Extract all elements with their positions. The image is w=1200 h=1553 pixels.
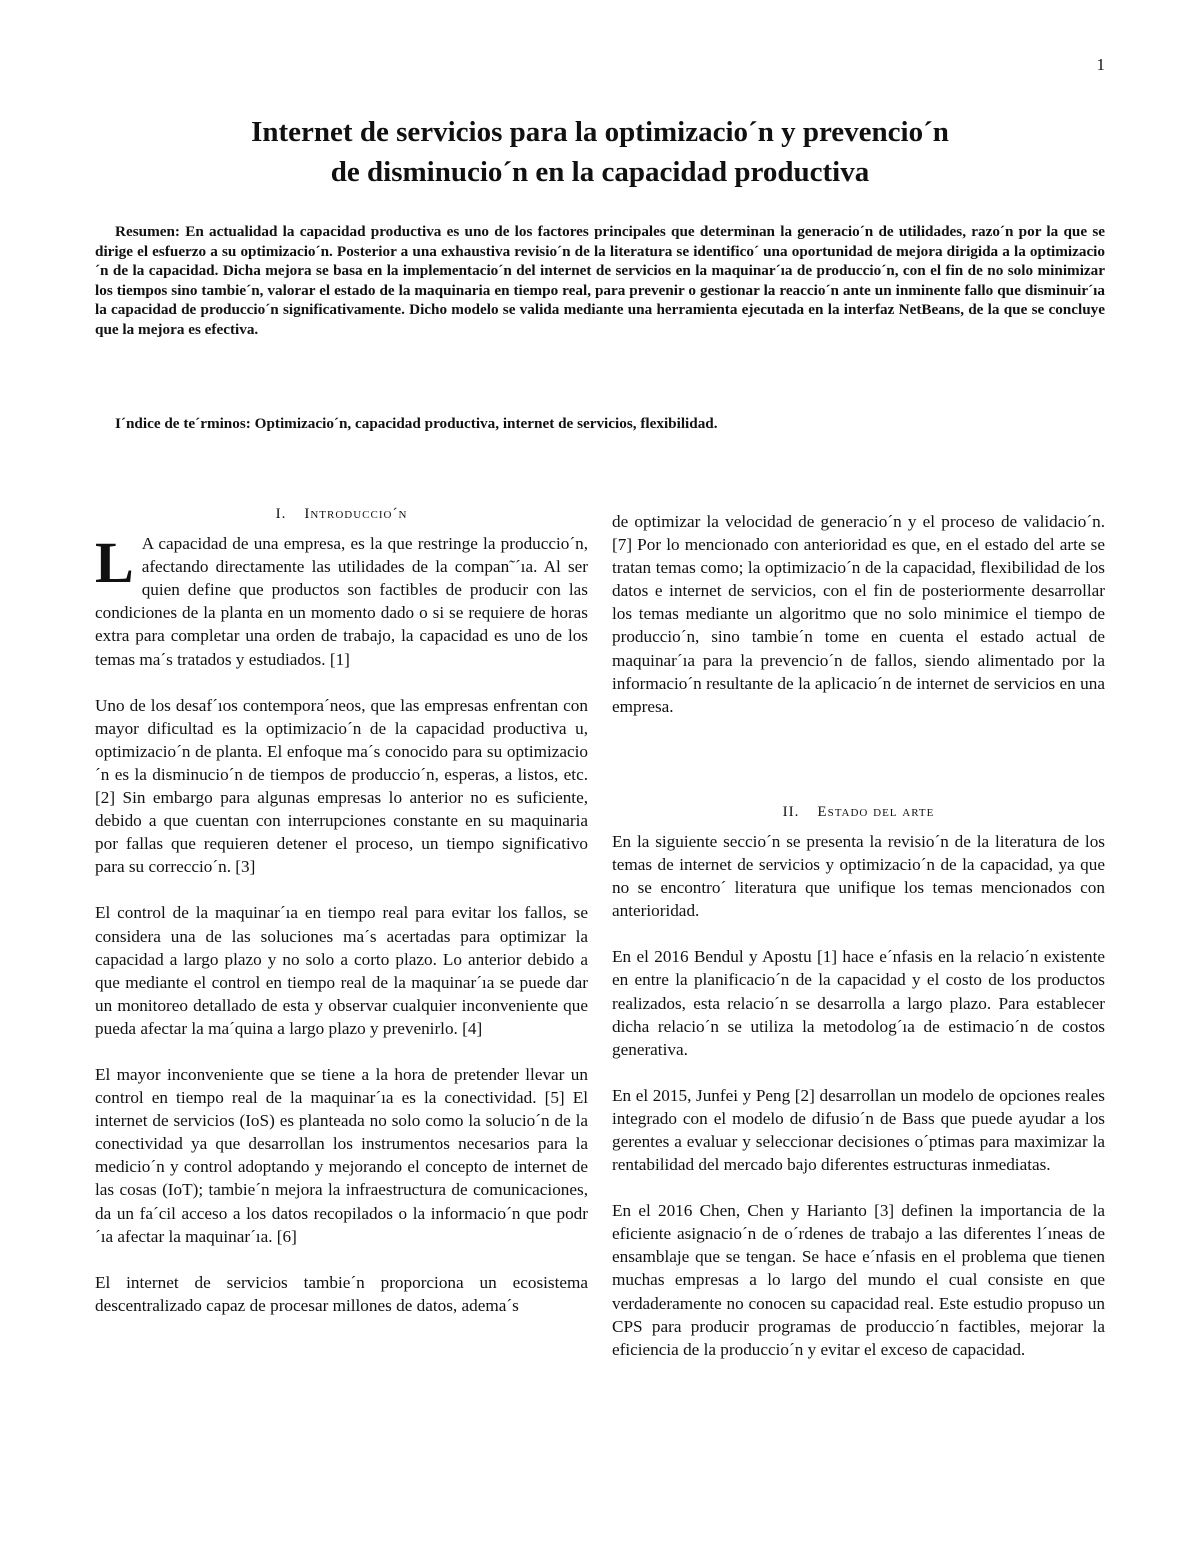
intro-paragraph-6: de optimizar la velocidad de generacio´n y el proceso de validacio´n. [7] Por lo mencionado con anterioridad es que, en el estado del arte se tratan temas como; la optimizacio´n de la capacidad, flexibilidad de los datos e internet de servicios, con el fin de posteriormente desarrollar los temas mediante un algoritmo que no solo minimice el tiempo de produccio´n, sino tambie´n tome en cuenta el estado actual de maquinar´ıa para la prevencio´n de fallos, siendo alimentado por la informacio´n resultante de la aplicacio´n de internet de servicios en una empresa. [612, 512, 1105, 716]
title-line-1: Internet de servicios para la optimizacio´n y prevencio´n [251, 116, 949, 148]
intro-paragraph-5: El internet de servicios tambie´n proporciona un ecosistema descentralizado capaz de procesar millones de datos, adema´s [95, 1272, 588, 1315]
abstract-text: En actualidad la capacidad productiva es uno de los factores principales que determinan la generacio´n de utilidades, razo´n por la que se dirige el esfuerzo a su optimizacio´n. Posterior a una exhaustiva revisio´n de la literatura se identifico´ una oportunidad de mejora dirigida a la optimizacio´n de la capacidad. Dicha mejora se basa en la implementacio´n del internet de servicios en la maquinar´ıa de produccio´n, con el fin de no solo minimizar los tiempos sino tambie´n, valorar el estado de la maquinaria en tiempo real, para prevenir o gestionar la reaccio´n ante un inminente fallo que disminuir´ıa la capacidad de produccio´n significativamente. Dicho modelo se valida mediante una herramienta ejecutada en la interfaz NetBeans, de la que se concluye que la mejora es efectiva. [95, 223, 1106, 338]
abstract [95, 222, 1105, 339]
state-of-art-paragraph-4: En el 2016 Chen, Chen y Harianto [3] definen la importancia de la eficiente asignacio´n de o´rdenes de trabajo a las diferentes l´ıneas de ensamblaje que se tengan. Se hace e´nfasis en el problema que tienen muchas empresas a lo largo del mundo el cual consiste en que verdaderamente no conocen su capacidad real. Este estudio propuso un CPS para producir programas de produccio´n factibles, mejorar la eficiencia de la produccio´n y evitar el exceso de capacidad. [612, 1201, 1105, 1359]
intro-paragraph-2: Uno de los desaf´ıos contempora´neos, que las empresas enfrentan con mayor dificultad es la optimizacio´n de la capacidad productiva u, optimizacio´n de planta. El enfoque ma´s conocido para su optimizacio´n es la disminucio´n de tiempos de produccio´n, esperas, a listos, etc. [2] Sin embargo para algunas empresas lo anterior no es suficiente, debido a que cuentan con interrupciones constante en su maquinaria por fallas que requieren detener el proceso, un tiempo significativo para su correccio´n. [3] [95, 695, 588, 877]
index-terms-label: I´ndice de te´rminos: [115, 415, 251, 432]
left-column [95, 503, 588, 1340]
drop-cap: L [95, 530, 134, 596]
index-terms [95, 415, 1105, 433]
section-heading-introduccion [95, 503, 588, 526]
section-title: Introduccio´n [304, 506, 408, 522]
section-title: Estado del arte [817, 803, 935, 820]
state-of-art-paragraph-2: En el 2016 Bendul y Apostu [1] hace e´nfasis en la relacio´n existente en entre la planificacio´n de la capacidad y el costo de los productos realizados, esta relacio´n se desarrolla a largo plazo. Para establecer dicha relacio´n se utiliza la metodolog´ıa de estimacio´n de costos generativa. [612, 947, 1105, 1059]
index-terms-text: Optimizacio´n, capacidad productiva, internet de servicios, flexibilidad. [254, 415, 718, 432]
intro-paragraph-3: El control de la maquinar´ıa en tiempo real para evitar los fallos, se considera una de las soluciones ma´s acertadas para optimizar la capacidad a largo plazo y no solo a corto plazo. Lo anterior debido a que mediante el control en tiempo real de la maquinar´ıa se puede dar un monitoreo detallado de esta y observar cualquier inconveniente que pueda afectar la ma´quina a largo plazo y prevenirlo. [4] [95, 903, 588, 1038]
title-line-2: de disminucio´n en la capacidad productiva [330, 156, 870, 188]
paper-title [100, 112, 1100, 192]
intro-paragraph-1 [95, 532, 588, 671]
paragraph-text: A capacidad de una empresa, es la que restringe la produccio´n, afectando directamente las utilidades de la compan˜´ıa. Al ser quien define que productos son factibles de producir con las condiciones de la planta en un momento dado o si se requiere de horas extra para completar una orden de trabajo, la capacidad es uno de los temas ma´s tratados y estudiados. [1] [95, 534, 588, 669]
abstract-label: Resumen: [115, 223, 180, 240]
page-number: 1 [1096, 55, 1105, 74]
state-of-art-paragraph-3: En el 2015, Junfei y Peng [2] desarrollan un modelo de opciones reales integrado con el modelo de difusio´n de Bass que puede ayudar a los gerentes a evaluar y seleccionar decisiones o´ptimas para maximizar la rentabilidad del mercado bajo diferentes estructuras inmediatas. [612, 1085, 1105, 1175]
section-heading-estado-del-arte [612, 801, 1105, 824]
spacer [612, 741, 1105, 801]
state-of-art-paragraph-1: En la siguiente seccio´n se presenta la revisio´n de la literatura de los temas de internet de servicios y optimizacio´n de la capacidad, ya que no se encontro´ literatura que unifique los temas mencionados con anterioridad. [612, 831, 1105, 921]
intro-paragraph-4: El mayor inconveniente que se tiene a la hora de pretender llevar un control en tiempo real de la maquinar´ıa es la conectividad. [5] El internet de servicios (IoS) es planteada no solo como la solucio´n de la conectividad ya que desarrollan los instrumentos necesarios para la medicio´n y control adoptando y mejorando el concepto de internet de las cosas (IoT); tambie´n mejora la infraestructura de comunicaciones, da un fa´cil acceso a los datos recopilados o la informacio´n que podr´ıa afectar la maquinar´ıa. [6] [95, 1064, 588, 1246]
section-number: II. [782, 803, 800, 820]
section-number: I. [275, 506, 287, 522]
right-column [612, 510, 1105, 1384]
